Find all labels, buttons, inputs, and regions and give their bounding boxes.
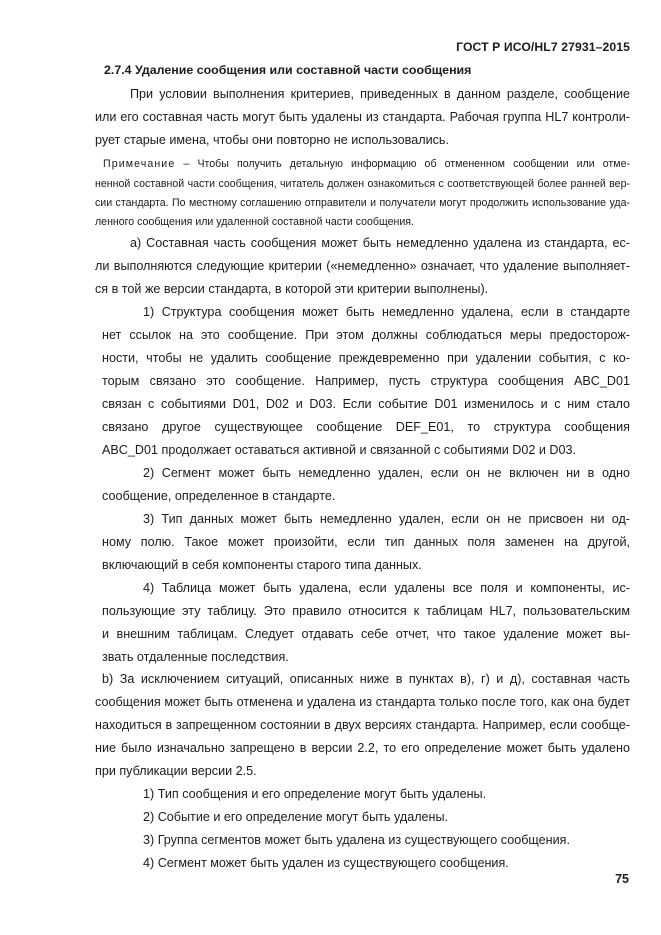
item-b-subitem: 1) Тип сообщения и его определение могут быть удалены.	[143, 787, 487, 801]
item-b-line: сообщения может быть отменена и удалена из стандарта только после того, как она будет	[95, 695, 630, 709]
item-a4-line: пользующие эту таблицу. Это правило относится к таблицам HL7, пользовательским	[102, 604, 630, 618]
item-a4-line: и внешним таблицам. Следует отдавать себе отчет, что такое удаление может вы-	[102, 627, 630, 641]
note-first-line: – Чтобы получить детальную информацию об отмененном сообщении или отме-	[175, 158, 630, 170]
item-b-line: b) За исключением ситуаций, описанных ниже в пунктах в), г) и д), составная часть	[102, 672, 630, 686]
item-a1-line: ности, чтобы не удалить сообщение преждевременно при удалении события, с ко-	[102, 351, 630, 365]
intro-line: рует старые имена, чтобы они повторно не использовались.	[95, 133, 449, 147]
item-b-line: находиться в запрещенном состоянии в двух версиях стандарта. Например, если сообще-	[95, 718, 630, 732]
item-a4-line: 4) Таблица может быть удалена, если удалены все поля и компоненты, ис-	[143, 581, 630, 595]
item-b-subitem: 4) Сегмент может быть удален из существующего сообщения.	[143, 856, 509, 870]
page-number: 75	[615, 872, 629, 886]
note-line: ленного сообщения или удаленной составной части сообщения.	[95, 216, 414, 228]
item-a1-line: 1) Структура сообщения может быть немедленно удалена, если в стандарте	[143, 305, 630, 319]
item-a3-line: включающий в себя компоненты старого типа данных.	[102, 558, 422, 572]
note-line	[103, 156, 630, 172]
item-a1-line: связано другое существующее сообщение DEF_E01, то структура сообщения	[102, 420, 630, 434]
document-header: ГОСТ Р ИСО/HL7 27931–2015	[456, 40, 630, 54]
item-a3-line: ному полю. Такое может произойти, если тип данных поля заменен на другой,	[102, 535, 630, 549]
item-b-line: при публикации версии 2.5.	[95, 764, 257, 778]
item-a1-line: связан с событиями D01, D02 и D03. Если событие D01 изменилось и с ним стало	[102, 397, 630, 411]
item-a-line: а) Составная часть сообщения может быть немедленно удалена из стандарта, ес-	[130, 236, 630, 250]
intro-line: При условии выполнения критериев, приведенных в данном разделе, сообщение	[130, 87, 630, 101]
note-line: ненной составной части сообщения, читатель должен ознакомиться с соответствующей более ранней вер-	[95, 178, 630, 190]
item-a1-line: нет ссылок на это сообщение. При этом должны соблюдаться меры предосторож-	[102, 328, 630, 342]
item-b-subitem: 2) Событие и его определение могут быть удалены.	[143, 810, 449, 824]
item-a3-line: 3) Тип данных может быть немедленно удален, если он не присвоен ни од-	[143, 512, 630, 526]
item-b-subitem: 3) Группа сегментов может быть удалена из существующего сообщения.	[143, 833, 570, 847]
item-a-line: ли выполняются следующие критерии («немедленно» означает, что удаление выполняет-	[95, 259, 630, 273]
item-a1-line: торым связано это сообщение. Например, пусть структура сообщения ABC_D01	[102, 374, 630, 388]
item-a1-line: ABC_D01 продолжает оставаться активной и связанной с событиями D02 и D03.	[102, 443, 577, 457]
item-a2-line: сообщение, определенное в стандарте.	[102, 489, 336, 503]
note-label: Примечание	[103, 158, 176, 170]
item-a-line: ся в той же версии стандарта, в которой эти критерии выполнены).	[95, 282, 489, 296]
item-b-line: ние было изначально запрещено в версии 2.2, то его определение может быть удалено	[95, 741, 630, 755]
item-a2-line: 2) Сегмент может быть немедленно удален, если он не включен ни в одно	[143, 466, 630, 480]
intro-line: или его составная часть могут быть удалены из стандарта. Рабочая группа HL7 контроли-	[95, 110, 630, 124]
section-title: 2.7.4 Удаление сообщения или составной части сообщения	[104, 63, 472, 77]
item-a4-line: звать отдаленные последствия.	[102, 650, 289, 664]
note-line: сии стандарта. По местному соглашению отправители и получатели могут продолжить использование уда-	[95, 197, 630, 209]
